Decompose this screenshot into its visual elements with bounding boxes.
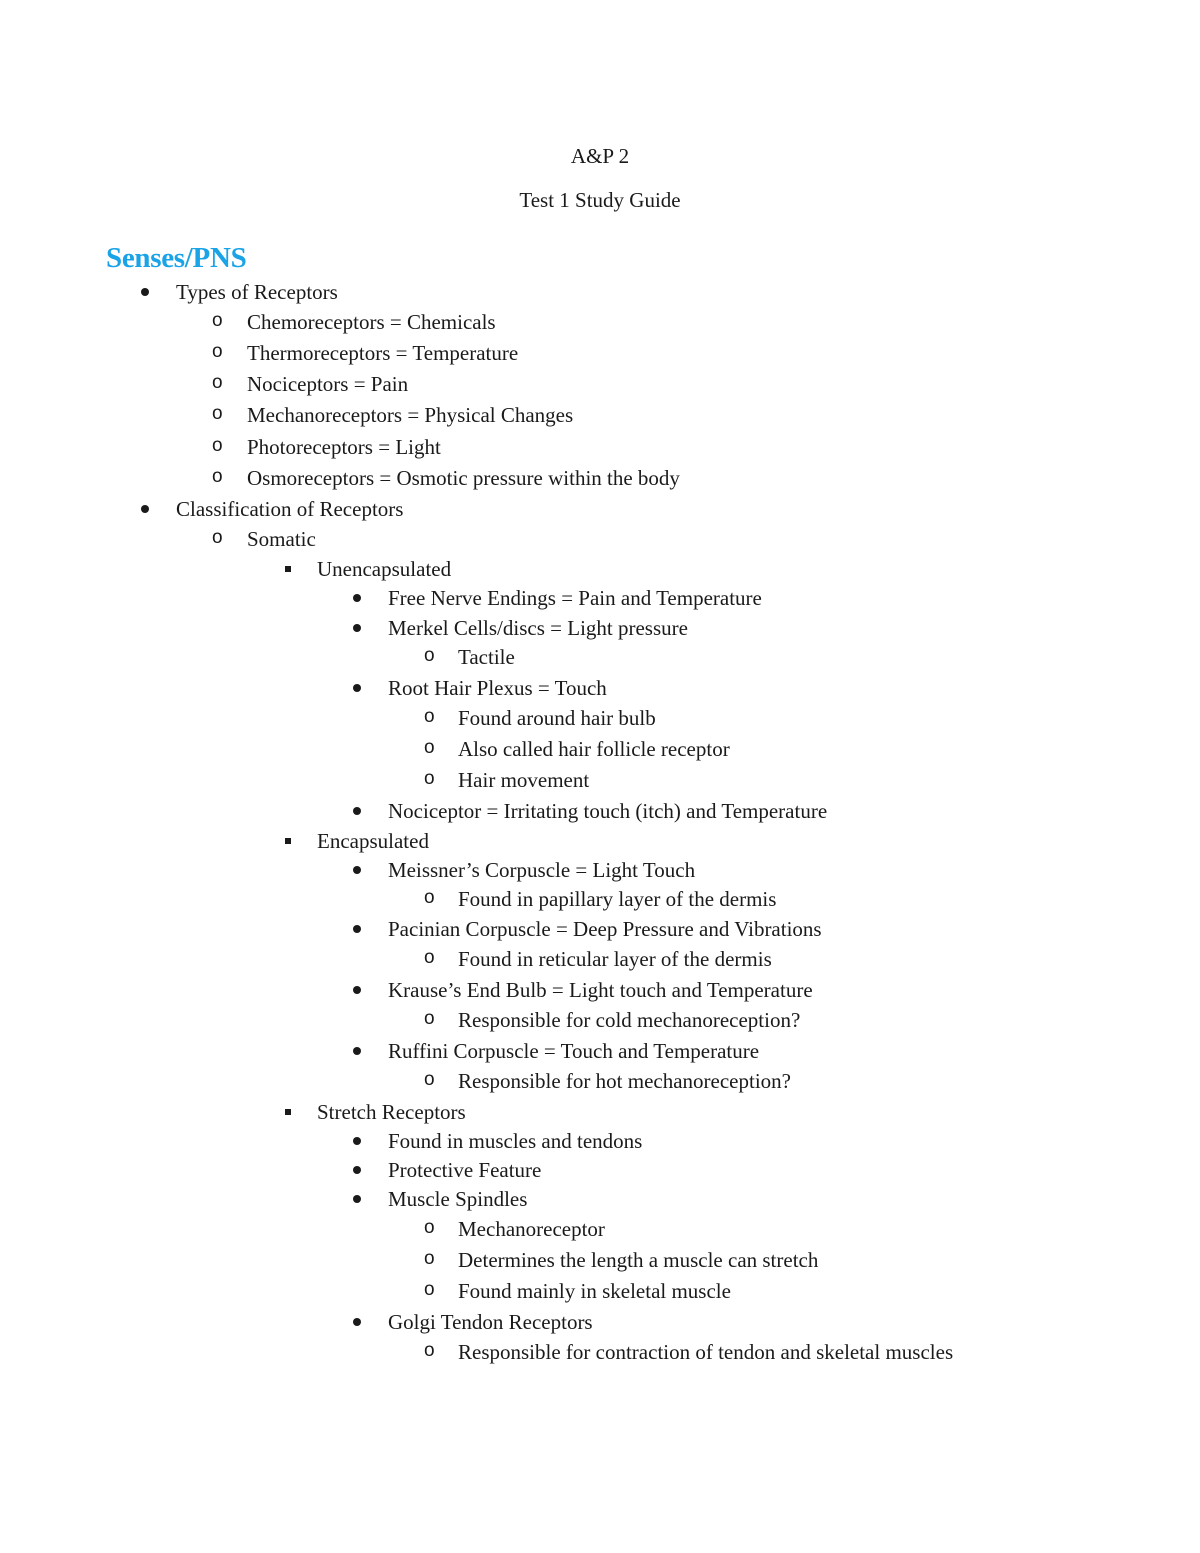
bullet-circle-icon: o	[424, 1340, 435, 1361]
bullet-circle-icon: o	[212, 372, 223, 393]
outline-item: Determines the length a muscle can stretch	[458, 1248, 819, 1272]
outline-item: Golgi Tendon Receptors	[388, 1310, 593, 1334]
bullet-disc-icon	[353, 1195, 361, 1203]
outline-item: Protective Feature	[388, 1158, 542, 1182]
bullet-circle-icon: o	[424, 1279, 435, 1300]
outline-item: Chemoreceptors = Chemicals	[247, 310, 496, 334]
bullet-disc-icon	[353, 1137, 361, 1145]
outline-item: Types of Receptors	[176, 280, 338, 304]
bullet-circle-icon: o	[424, 1008, 435, 1029]
bullet-circle-icon: o	[424, 706, 435, 727]
bullet-square-icon	[285, 566, 291, 572]
bullet-disc-icon	[353, 986, 361, 994]
outline-item: Found mainly in skeletal muscle	[458, 1279, 731, 1303]
outline-item: Muscle Spindles	[388, 1187, 528, 1211]
outline-item: Encapsulated	[317, 829, 429, 853]
outline-item: Responsible for hot mechanoreception?	[458, 1069, 791, 1093]
bullet-disc-icon	[141, 505, 149, 513]
bullet-disc-icon	[353, 1166, 361, 1174]
bullet-circle-icon: o	[424, 737, 435, 758]
bullet-disc-icon	[141, 288, 149, 296]
outline-item: Mechanoreceptor	[458, 1217, 605, 1241]
outline-item: Found in reticular layer of the dermis	[458, 947, 772, 971]
bullet-circle-icon: o	[212, 341, 223, 362]
outline-item: Found in papillary layer of the dermis	[458, 887, 777, 911]
bullet-circle-icon: o	[212, 435, 223, 456]
outline-item: Osmoreceptors = Osmotic pressure within the body	[247, 466, 680, 490]
outline-item: Ruffini Corpuscle = Touch and Temperature	[388, 1039, 760, 1063]
outline-item: Nociceptors = Pain	[247, 372, 409, 396]
bullet-circle-icon: o	[424, 947, 435, 968]
bullet-disc-icon	[353, 1047, 361, 1055]
section-heading: Senses/PNS	[106, 242, 247, 274]
outline-item: Root Hair Plexus = Touch	[388, 676, 607, 700]
outline-item: Classification of Receptors	[176, 497, 404, 521]
outline-item: Free Nerve Endings = Pain and Temperature	[388, 586, 762, 610]
outline-item: Responsible for cold mechanoreception?	[458, 1008, 801, 1032]
bullet-circle-icon: o	[424, 768, 435, 789]
bullet-circle-icon: o	[212, 403, 223, 424]
bullet-circle-icon: o	[212, 310, 223, 331]
bullet-circle-icon: o	[424, 1069, 435, 1090]
outline-item: Also called hair follicle receptor	[458, 737, 730, 761]
bullet-circle-icon: o	[424, 1248, 435, 1269]
outline-item: Mechanoreceptors = Physical Changes	[247, 403, 574, 427]
outline-item: Tactile	[458, 645, 515, 669]
bullet-disc-icon	[353, 807, 361, 815]
outline-item: Thermoreceptors = Temperature	[247, 341, 519, 365]
bullet-disc-icon	[353, 925, 361, 933]
outline-item: Stretch Receptors	[317, 1100, 466, 1124]
outline-item: Meissner’s Corpuscle = Light Touch	[388, 858, 696, 882]
bullet-disc-icon	[353, 594, 361, 602]
outline-item: Hair movement	[458, 768, 590, 792]
outline-item: Somatic	[247, 527, 316, 551]
bullet-circle-icon: o	[212, 466, 223, 487]
bullet-square-icon	[285, 1109, 291, 1115]
bullet-square-icon	[285, 838, 291, 844]
bullet-disc-icon	[353, 1318, 361, 1326]
outline-item: Unencapsulated	[317, 557, 452, 581]
outline-item: Krause’s End Bulb = Light touch and Temperature	[388, 978, 813, 1002]
bullet-disc-icon	[353, 684, 361, 692]
outline-item: Pacinian Corpuscle = Deep Pressure and Vibrations	[388, 917, 822, 941]
outline-item: Photoreceptors = Light	[247, 435, 441, 459]
outline-item: Found around hair bulb	[458, 706, 656, 730]
bullet-circle-icon: o	[424, 645, 435, 666]
bullet-circle-icon: o	[212, 527, 223, 548]
bullet-circle-icon: o	[424, 887, 435, 908]
document-subtitle: Test 1 Study Guide	[519, 188, 681, 212]
bullet-circle-icon: o	[424, 1217, 435, 1238]
bullet-disc-icon	[353, 866, 361, 874]
bullet-disc-icon	[353, 624, 361, 632]
document-title: A&P 2	[570, 144, 630, 168]
outline-item: Found in muscles and tendons	[388, 1129, 643, 1153]
outline-item: Responsible for contraction of tendon and skeletal muscles	[458, 1340, 954, 1364]
outline-item: Merkel Cells/discs = Light pressure	[388, 616, 688, 640]
outline-item: Nociceptor = Irritating touch (itch) and Temperature	[388, 799, 828, 823]
